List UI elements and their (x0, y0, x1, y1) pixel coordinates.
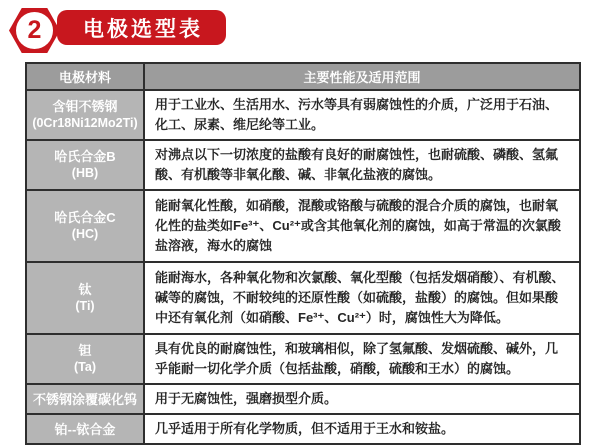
material-name: 含钼不锈钢 (52, 99, 118, 114)
material-grade: (HC) (71, 227, 99, 241)
material-name: 哈氏合金C (54, 210, 116, 225)
material-cell (26, 90, 144, 140)
material-cell (26, 414, 144, 444)
description-cell: 对沸点以下一切浓度的盐酸有良好的耐腐蚀性，也耐硫酸、磷酸、氢氟酸、有机酸等非氧化酸、碱、非氧化盐液的腐蚀。 (144, 140, 580, 190)
material-name: 钛 (78, 282, 92, 297)
section-title-banner (57, 10, 226, 45)
table-row (26, 190, 580, 262)
table-row (26, 90, 580, 140)
electrode-selection-table (25, 62, 581, 445)
description-cell: 具有优良的耐腐蚀性，和玻璃相似，除了氢氟酸、发烟硫酸、碱外，几乎能耐一切化学介质（包括盐酸，硝酸，硫酸和王水）的腐蚀。 (144, 334, 580, 384)
column-header-material: 电极材料 (26, 63, 144, 90)
description-cell: 几乎适用于所有化学物质，但不适用于王水和铵盐。 (144, 414, 580, 444)
material-name: 哈氏合金B (54, 149, 116, 164)
section-number-badge (16, 12, 53, 49)
material-grade: (HB) (71, 166, 99, 180)
material-grade: (Ti) (75, 299, 95, 313)
description-cell: 用于无腐蚀性，强磨损型介质。 (144, 384, 580, 414)
material-name: 铂--铱合金 (54, 421, 116, 437)
material-grade: (Ta) (74, 360, 96, 374)
material-cell (26, 384, 144, 414)
description-cell: 能耐氧化性酸，如硝酸，混酸或铬酸与硫酸的混合介质的腐蚀，也耐氧化性的盐类如Fe³⁺、Cu²⁺或含其他氧化剂的腐蚀，如高于常温的次氯酸盐溶液，海水的腐蚀 (144, 190, 580, 262)
material-name: 不锈钢涂覆碳化钨 (32, 391, 137, 407)
table-row (26, 262, 580, 334)
table-row (26, 140, 580, 190)
section-number: 2 (27, 16, 42, 44)
table-header-row (26, 63, 580, 90)
column-header-performance: 主要性能及适用范围 (144, 63, 580, 90)
table-row (26, 414, 580, 444)
material-cell (26, 140, 144, 190)
material-cell (26, 190, 144, 262)
material-cell (26, 262, 144, 334)
material-grade: (0Cr18Ni12Mo2Ti) (32, 116, 138, 130)
description-cell: 能耐海水，各种氧化物和次氯酸、氧化型酸（包括发烟硝酸）、有机酸、碱等的腐蚀，不耐较纯的还原性酸（如硫酸，盐酸）的腐蚀。但如果酸中还有氧化剂（如硝酸、Fe³⁺、Cu²⁺）时，腐蚀性大为降低。 (144, 262, 580, 334)
table-row (26, 334, 580, 384)
description-cell: 用于工业水、生活用水、污水等具有弱腐蚀性的介质，广泛用于石油、化工、尿素、维尼纶等工业。 (144, 90, 580, 140)
table-row (26, 384, 580, 414)
material-cell (26, 334, 144, 384)
section-title: 电极选型表 (83, 17, 203, 41)
material-name: 钽 (78, 343, 92, 358)
